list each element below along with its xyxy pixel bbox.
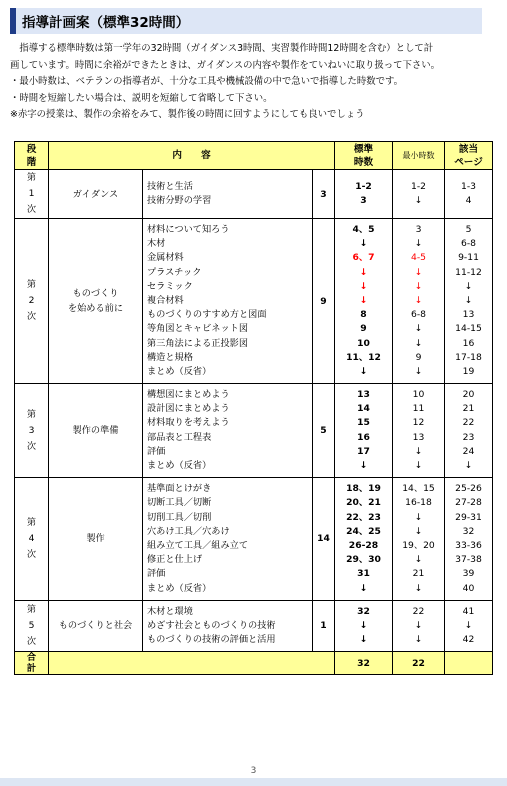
min-hour-value: 1-2 (410, 180, 426, 192)
min-hour-value: 21 (412, 568, 425, 580)
header-min-hours: 最小時数 (393, 142, 445, 170)
stage-row (15, 600, 493, 652)
intro-line: ・最小時数は、ベテランの指導者が、十分な工具や機械設備の中で急いで指導した時数です。 (10, 76, 404, 88)
min-hour-value: 22 (412, 605, 425, 617)
stage-row (15, 219, 493, 384)
page-refs (445, 600, 493, 652)
total-pages (445, 652, 493, 675)
min-hour-value: 11 (412, 403, 425, 415)
min-hour-value: ↓ (414, 365, 423, 377)
min-hour-value: 12 (412, 417, 425, 429)
min-hour-value: ↓ (414, 280, 423, 292)
stage-label: 第 1 次 (15, 170, 49, 219)
min-hour-value: ↓ (414, 294, 423, 306)
lesson-topic: 材料取りを考えよう (147, 417, 230, 429)
standard-hour-value: ↓ (359, 582, 368, 594)
standard-hour-value: 8 (360, 309, 367, 321)
page-ref-value: 29-31 (455, 511, 482, 523)
header-stage: 段 階 (15, 142, 49, 170)
stage-label: 第 5 次 (15, 600, 49, 652)
lesson-topic: 等角図とキャビネット図 (147, 323, 249, 335)
intro-line: 画しています。時間に余裕ができたときは、ガイダンスの内容や製作をていねいに取り扱って下さい。 (10, 59, 441, 71)
standard-hour-value: 4、5 (352, 224, 375, 235)
min-hour-value: ↓ (414, 238, 423, 250)
lesson-topic: 木材 (147, 238, 166, 250)
page-ref-value: ↓ (464, 619, 473, 631)
standard-hour-value: ↓ (359, 365, 368, 377)
page-ref-value: 1-3 (460, 180, 476, 192)
standard-hour-value: 3 (360, 195, 367, 206)
lesson-topic: 金属材料 (147, 252, 184, 264)
header-standard-hours: 標準 時数 (335, 142, 393, 170)
lesson-topic: セラミック (147, 280, 193, 292)
min-hour-value: 3 (415, 224, 422, 235)
stage-row (15, 478, 493, 601)
standard-hours (335, 219, 393, 384)
standard-hour-value: 29、30 (346, 554, 381, 566)
page-ref-value: 24 (462, 445, 475, 457)
standard-hour-value: ↓ (359, 619, 368, 631)
lesson-topic: 部品表と工程表 (147, 431, 212, 443)
standard-hour-value: 22、23 (346, 511, 381, 523)
lesson-topic: めざす社会とものづくりの技術 (147, 619, 276, 631)
stage-row (15, 170, 493, 219)
page-ref-value: ↓ (464, 460, 473, 471)
stage-label: 第 2 次 (15, 219, 49, 384)
lesson-topic: プラスチック (147, 266, 202, 278)
lesson-topic: ものづくりの技術の評価と活用 (147, 634, 276, 646)
page-ref-value: 25-26 (455, 483, 482, 495)
lesson-topic: ものづくりのすすめ方と図面 (147, 309, 267, 321)
standard-hour-value: ↓ (359, 634, 368, 646)
min-hour-value: ↓ (414, 460, 423, 471)
standard-hour-value: ↓ (359, 460, 368, 471)
stage-label: 第 3 次 (15, 384, 49, 478)
min-hour-value: 4-5 (410, 252, 426, 264)
table-header-row (15, 142, 493, 170)
min-hour-value: 19、20 (402, 539, 435, 551)
intro-line: ※赤字の授業は、製作の余裕をみて、製作後の時間に回すようにしても良いでしょう (10, 109, 365, 121)
stage-category: 製作 (49, 478, 143, 601)
lesson-topic: 基準面とけがき (147, 483, 212, 495)
page-ref-value: 14-15 (455, 323, 482, 335)
min-hour-value: ↓ (414, 445, 423, 457)
page-ref-value: ↓ (464, 294, 473, 306)
min-hour-value: 13 (412, 431, 425, 443)
min-hours (393, 384, 445, 478)
lesson-topics (143, 600, 313, 652)
stage-hours: 9 (313, 219, 335, 384)
page-ref-value: 22 (462, 417, 475, 429)
min-hour-value: ↓ (414, 619, 423, 631)
standard-hour-value: 9 (360, 323, 367, 335)
lesson-topic: 切削工具／切削 (147, 511, 212, 523)
page-ref-value: 32 (462, 525, 475, 537)
standard-hour-value: 31 (357, 568, 370, 580)
standard-hour-value: ↓ (359, 294, 368, 306)
min-hours (393, 600, 445, 652)
stage-hours: 3 (313, 170, 335, 219)
standard-hour-value: 14 (357, 403, 370, 415)
min-hour-value: ↓ (414, 195, 423, 206)
page-ref-value: 17-18 (455, 351, 482, 363)
page-ref-value: 11-12 (455, 266, 482, 278)
min-hour-value: ↓ (414, 323, 423, 335)
lesson-topics (143, 170, 313, 219)
standard-hour-value: 26-28 (348, 539, 379, 551)
page-refs (445, 478, 493, 601)
standard-hour-value: 10 (357, 337, 370, 349)
standard-hour-value: 16 (357, 431, 370, 443)
header-pages: 該当 ページ (445, 142, 493, 170)
standard-hour-value: 17 (357, 445, 370, 457)
intro-line: ・時間を短縮したい場合は、説明を短縮して省略して下さい。 (10, 92, 273, 104)
lesson-topic: 構造と規格 (147, 351, 193, 363)
min-hour-value: 9 (415, 351, 422, 363)
stage-hours: 1 (313, 600, 335, 652)
lesson-topics (143, 384, 313, 478)
intro-text (10, 41, 495, 124)
page-ref-value: 27-28 (455, 497, 482, 509)
lesson-topic: 評価 (147, 445, 166, 457)
min-hour-value: ↓ (414, 525, 423, 537)
min-hour-value: 6-8 (410, 309, 426, 321)
page-ref-value: 9-11 (458, 252, 479, 264)
standard-hour-value: 15 (357, 417, 370, 429)
stage-category: ものづくり を始める前に (49, 219, 143, 384)
min-hour-value: ↓ (414, 511, 423, 523)
lesson-topic: 技術と生活 (147, 180, 193, 192)
stage-category: ガイダンス (49, 170, 143, 219)
stage-category: ものづくりと社会 (49, 600, 143, 652)
lesson-topic: 切断工具／切断 (147, 497, 212, 509)
page-refs (445, 170, 493, 219)
lesson-topic: 設計図にまとめよう (147, 403, 230, 415)
standard-hour-value: 6、7 (352, 252, 375, 264)
standard-hour-value: 24、25 (346, 525, 381, 537)
page-ref-value: 13 (462, 309, 475, 321)
lesson-topic: 組み立て工具／組み立て (147, 539, 249, 551)
page-ref-value: ↓ (464, 280, 473, 292)
stage-hours: 14 (313, 478, 335, 601)
min-hours (393, 219, 445, 384)
bottom-bar (0, 778, 507, 786)
lesson-topic: まとめ（反省） (147, 582, 212, 594)
lesson-topic: 評価 (147, 568, 166, 580)
lesson-topic: まとめ（反省） (147, 460, 212, 471)
lesson-topic: 修正と仕上げ (147, 554, 203, 566)
lesson-topic: 技術分野の学習 (147, 195, 212, 206)
lesson-topic: 穴あけ工具／穴あけ (147, 525, 230, 537)
total-label: 合 計 (15, 652, 49, 675)
total-row (15, 652, 493, 675)
standard-hour-value: 32 (357, 605, 370, 617)
standard-hours (335, 170, 393, 219)
lesson-topic: 木材と環境 (147, 605, 193, 617)
standard-hour-value: 11、12 (346, 351, 381, 363)
section-title-bar (10, 8, 482, 34)
standard-hours (335, 384, 393, 478)
page-ref-value: 41 (462, 605, 475, 617)
page-refs (445, 219, 493, 384)
lesson-plan-table (14, 141, 493, 675)
page-refs (445, 384, 493, 478)
standard-hour-value: 20、21 (346, 497, 381, 509)
page-ref-value: 21 (462, 403, 475, 415)
page-ref-value: 39 (462, 568, 475, 580)
min-hours (393, 170, 445, 219)
standard-hours (335, 600, 393, 652)
standard-hour-value: ↓ (359, 266, 368, 278)
lesson-topic: 第三角法による正投影図 (147, 337, 249, 349)
lesson-topic: まとめ（反省） (147, 365, 212, 377)
intro-line: 指導する標準時数は第一学年の32時間（ガイダンス3時間、実習製作時間12時間を含む）として計 (10, 43, 434, 54)
page-ref-value: 19 (462, 365, 475, 377)
page-ref-value: 23 (462, 431, 475, 443)
min-hour-value: 14、15 (402, 483, 435, 495)
min-hour-value: ↓ (414, 634, 423, 646)
standard-hour-value: 13 (357, 389, 370, 401)
stage-label: 第 4 次 (15, 478, 49, 601)
standard-hour-value: ↓ (359, 238, 368, 250)
page-ref-value: 37-38 (455, 554, 482, 566)
total-standard: 32 (335, 652, 393, 675)
total-blank (49, 652, 335, 675)
standard-hour-value: 1-2 (355, 180, 372, 192)
lesson-topics (143, 478, 313, 601)
min-hour-value: ↓ (414, 266, 423, 278)
page-ref-value: 6-8 (460, 238, 476, 250)
stage-row (15, 384, 493, 478)
lesson-topics (143, 219, 313, 384)
lesson-topic: 構想図にまとめよう (147, 389, 230, 401)
page-ref-value: 42 (462, 634, 475, 646)
page-ref-value: 16 (462, 337, 475, 349)
page-ref-value: 20 (462, 389, 475, 401)
page-number: 3 (250, 766, 257, 776)
standard-hour-value: 18、19 (346, 483, 381, 495)
page-title: 指導計画案（標準32時間） (22, 15, 190, 31)
page-ref-value: 5 (465, 224, 472, 235)
min-hour-value: ↓ (414, 582, 423, 594)
standard-hour-value: ↓ (359, 280, 368, 292)
stage-category: 製作の準備 (49, 384, 143, 478)
total-min: 22 (393, 652, 445, 675)
page-ref-value: 4 (465, 195, 472, 206)
lesson-topic: 複合材料 (147, 294, 184, 306)
stage-hours: 5 (313, 384, 335, 478)
min-hour-value: ↓ (414, 337, 423, 349)
page-ref-value: 40 (462, 582, 475, 594)
min-hour-value: ↓ (414, 554, 423, 566)
standard-hours (335, 478, 393, 601)
min-hour-value: 10 (412, 389, 425, 401)
page-ref-value: 33-36 (455, 539, 482, 551)
header-content: 内 容 (49, 142, 335, 170)
min-hour-value: 16-18 (405, 497, 432, 509)
lesson-topic: 材料について知ろう (147, 224, 230, 235)
min-hours (393, 478, 445, 601)
